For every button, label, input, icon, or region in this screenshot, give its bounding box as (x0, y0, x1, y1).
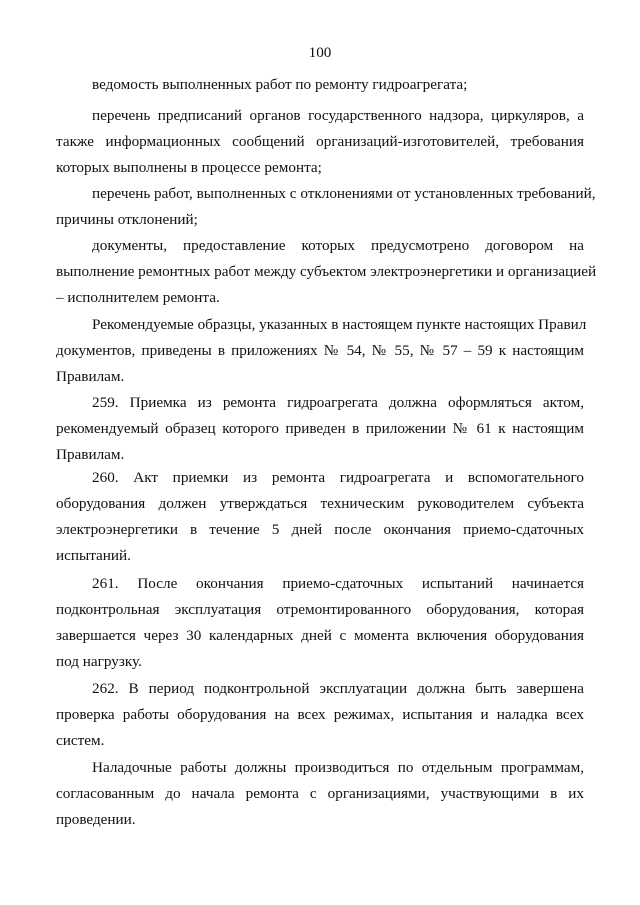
text-line: 261. После окончания приемо-сдаточных испытаний начинается (92, 575, 584, 592)
text-line: ведомость выполненных работ по ремонту гидроагрегата; (92, 76, 468, 93)
text-line: проведении. (56, 811, 136, 828)
text-line: перечень работ, выполненных с отклонениями от установленных требований, (92, 185, 596, 202)
text-line: 259. Приемка из ремонта гидроагрегата должна оформляться актом, (92, 394, 584, 411)
text-line: которых выполнены в процессе ремонта; (56, 159, 322, 176)
text-line: документы, предоставление которых предусмотрено договором на (92, 237, 584, 254)
text-line: под нагрузку. (56, 653, 142, 670)
text-line: документов, приведены в приложениях № 54, № 55, № 57 – 59 к настоящим (56, 342, 584, 359)
text-line: проверка работы оборудования на всех режимах, испытания и наладка всех (56, 706, 584, 723)
text-line: выполнение ремонтных работ между субъектом электроэнергетики и организацией (56, 263, 597, 280)
page-number: 100 (308, 44, 332, 61)
text-line: также информационных сообщений организаций-изготовителей, требования (56, 133, 584, 150)
text-line: 260. Акт приемки из ремонта гидроагрегата и вспомогательного (92, 469, 584, 486)
text-line: Правилам. (56, 368, 125, 385)
text-line: Рекомендуемые образцы, указанных в настоящем пункте настоящих Правил (92, 316, 587, 333)
text-line: причины отклонений; (56, 211, 198, 228)
text-line: рекомендуемый образец которого приведен в приложении № 61 к настоящим (56, 420, 584, 437)
text-line: перечень предписаний органов государственного надзора, циркуляров, а (92, 107, 584, 124)
text-line: согласованным до начала ремонта с организациями, участвующими в их (56, 785, 584, 802)
text-line: завершается через 30 календарных дней с момента включения оборудования (56, 627, 584, 644)
text-line: 262. В период подконтрольной эксплуатации должна быть завершена (92, 680, 584, 697)
text-line: Правилам. (56, 446, 125, 463)
text-line: электроэнергетики в течение 5 дней после окончания приемо-сдаточных (56, 521, 584, 538)
text-line: испытаний. (56, 547, 131, 564)
text-line: оборудования должен утверждаться техническим руководителем субъекта (56, 495, 584, 512)
text-line: подконтрольная эксплуатация отремонтированного оборудования, которая (56, 601, 584, 618)
text-line: – исполнителем ремонта. (56, 289, 220, 306)
text-line: Наладочные работы должны производиться по отдельным программам, (92, 759, 584, 776)
text-line: систем. (56, 732, 105, 749)
